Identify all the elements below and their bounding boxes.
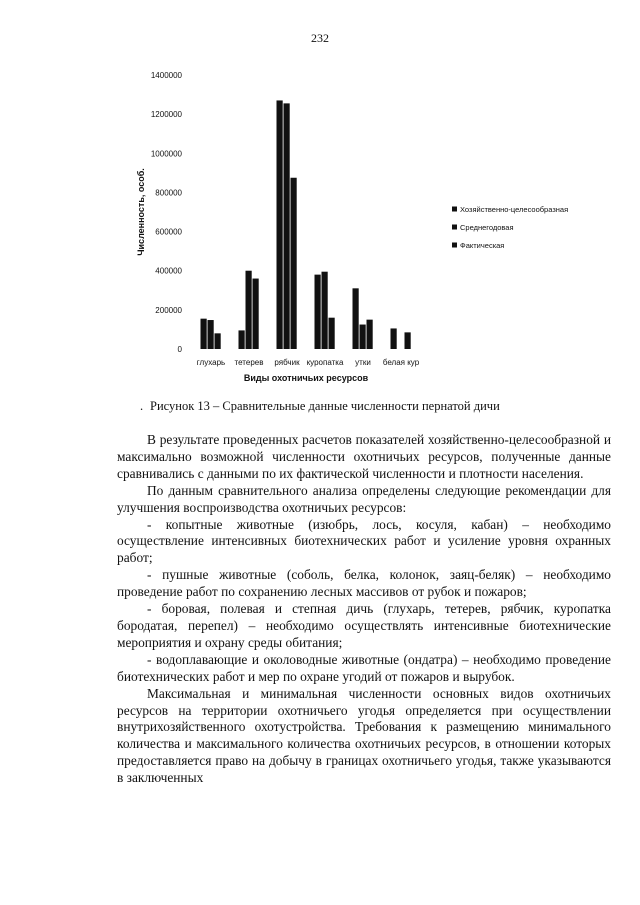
x-tick-label: глухарь (196, 358, 226, 367)
bar (322, 272, 328, 349)
caption-dot: . (140, 399, 144, 413)
figure-caption (140, 399, 500, 414)
bar (367, 320, 373, 349)
y-tick-label: 0 (177, 345, 182, 354)
bar (239, 330, 245, 349)
bar-chart (120, 60, 610, 395)
legend-swatch (452, 207, 457, 212)
paragraph: - копытные животные (изюбрь, лось, косуля, кабан) – необходимо осуществление интенсивных биотехнических работ и усиление уровня охранных работ; (117, 516, 611, 566)
bar (329, 318, 335, 349)
y-tick-label: 400000 (155, 266, 182, 276)
paragraph: - пушные животные (соболь, белка, колонок, заяц-беляк) – необходимо проведение работ по сохранению лесных массивов от рубок и пожаров; (117, 567, 611, 600)
bar (284, 103, 290, 349)
legend-label: Фактическая (460, 241, 505, 250)
x-tick-label: тетерев (234, 358, 264, 367)
bar (405, 332, 411, 349)
bar (360, 325, 366, 349)
paragraph: В результате проведенных расчетов показателей хозяйственно-целесообразной и максимально возможной численности охотничьих ресурсов, полученные данные сравнивались с данными по их фактической численности и плотности населения. (117, 432, 611, 481)
y-axis-title: Численность, особ. (136, 168, 146, 256)
bar (215, 333, 221, 349)
legend-swatch (452, 225, 457, 230)
x-tick-label: рябчик (274, 358, 300, 367)
page-number: 232 (311, 31, 329, 45)
paragraph: Максимальная и минимальная численности основных видов охотничьих ресурсов на территории охотничьего угодья определяется при осуществлении внутрихозяйственного охотустройства. Требования к размещению минимального количества и максимального количества охотничьих ресурсов, в отношении которых предоставляется право на добычу в границах охотничьего угодья, также указываются в заключенных (117, 685, 611, 786)
bar (246, 271, 252, 349)
legend-swatch (452, 243, 457, 248)
x-tick-label: белая кур (382, 358, 420, 367)
bar (291, 178, 297, 349)
caption-text: Рисунок 13 – Сравнительные данные численности пернатой дичи (150, 399, 500, 413)
body-text (117, 432, 611, 787)
y-tick-label: 200000 (155, 305, 182, 315)
y-tick-label: 1400000 (150, 71, 182, 80)
legend-label: Хозяйственно-целесообразная (460, 205, 569, 214)
paragraph: По данным сравнительного анализа определены следующие рекомендации для улучшения воспроизводства охотничьих ресурсов: (117, 482, 611, 515)
bar (208, 320, 214, 349)
x-tick-label: куропатка (306, 358, 344, 367)
y-tick-label: 1200000 (150, 110, 182, 120)
y-tick-label: 800000 (155, 188, 182, 198)
bar (201, 319, 207, 349)
paragraph: - боровая, полевая и степная дичь (глухарь, тетерев, рябчик, куропатка бородатая, перепел) – необходимо осуществлять интенсивные биотехнические мероприятия и охрану среды обитания; (117, 601, 611, 650)
bar (253, 279, 259, 349)
bar (277, 100, 283, 349)
y-tick-label: 600000 (155, 227, 182, 237)
legend-label: Среднегодовая (460, 223, 514, 232)
x-axis-title: Виды охотничьих ресурсов (243, 373, 369, 383)
bar (391, 328, 397, 349)
bar (353, 288, 359, 349)
x-tick-label: утки (355, 358, 371, 367)
paragraph: - водоплавающие и околоводные животные (ондатра) – необходимо проведение биотехнических работ и мер по охране угодий от пожаров и вырубок. (117, 651, 611, 684)
bar (315, 275, 321, 349)
y-tick-label: 1000000 (150, 149, 182, 159)
